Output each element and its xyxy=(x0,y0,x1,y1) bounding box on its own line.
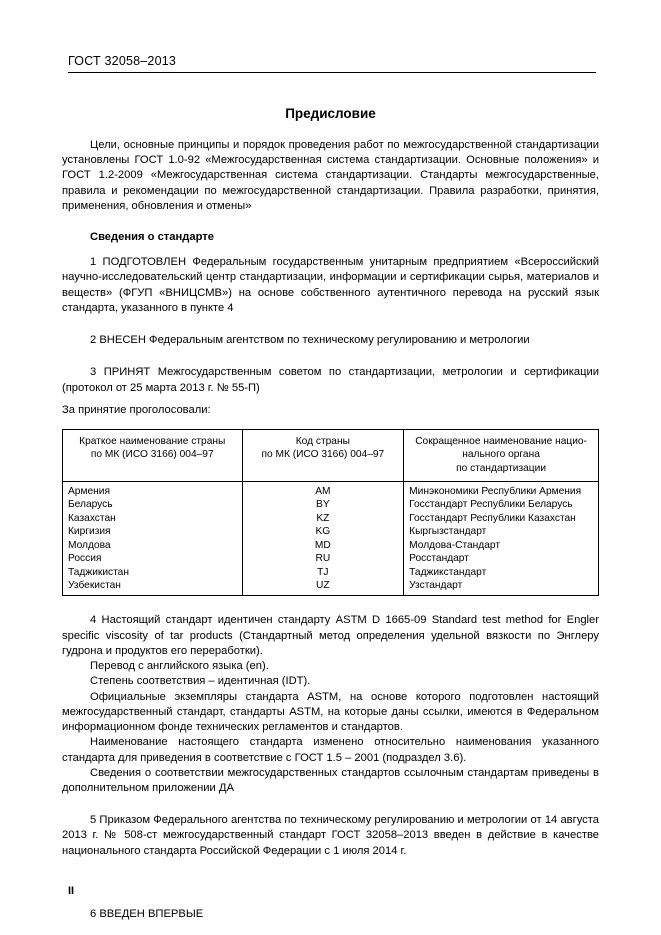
about-item-1: 1 ПОДГОТОВЛЕН Федеральным государственным унитарным предприятием «Всероссийский научно-исследовательский центр стандартизации, информации и сертификации сырья, материалов и веществ» (ФГУП «ВНИЦСМВ») на основе собственного аутентичного перевода на русский язык стандарта, указанного в пункте 4 xyxy=(62,256,599,314)
countries-table xyxy=(62,429,599,596)
table-row xyxy=(63,566,599,579)
body-item-6: 6 ВВЕДЕН ВПЕРВЫЕ xyxy=(90,907,204,920)
cell-body: Таджикстандарт xyxy=(404,566,599,579)
table-header-row xyxy=(63,430,599,482)
cell-country: Россия xyxy=(63,552,243,565)
body-copies: Официальные экземпляры стандарта ASTM, на основе которого подготовлен настоящий межгосударственный стандарт, стандарты ASTM, на которые даны ссылки, имеются в Федеральном информационном фонде технических регламентов и стандартов. xyxy=(62,690,599,734)
cell-code: BY xyxy=(242,498,404,511)
cell-code: KZ xyxy=(242,512,404,525)
cell-body: Госстандарт Республики Казахстан xyxy=(404,512,599,525)
vote-intro: За принятие проголосовали: xyxy=(62,403,211,416)
body-translation: Перевод с английского языка (en). xyxy=(90,660,269,673)
cell-country: Армения xyxy=(63,481,243,498)
cell-body: Узстандарт xyxy=(404,579,599,596)
cell-country: Беларусь xyxy=(63,498,243,511)
cell-body: Росстандарт xyxy=(404,552,599,565)
cell-code: UZ xyxy=(242,579,404,596)
table-row xyxy=(63,552,599,565)
page-title: Предисловие xyxy=(285,106,376,121)
table-row xyxy=(63,539,599,552)
standard-number-header: ГОСТ 32058–2013 xyxy=(68,54,596,73)
cell-body: Кыргызстандарт xyxy=(404,525,599,538)
cell-code: TJ xyxy=(242,566,404,579)
table-row xyxy=(63,481,599,498)
cell-country: Казахстан xyxy=(63,512,243,525)
cell-country: Киргизия xyxy=(63,525,243,538)
cell-body: Минэкономики Республики Армения xyxy=(404,481,599,498)
cell-country: Молдова xyxy=(63,539,243,552)
table-row xyxy=(63,512,599,525)
page-number: II xyxy=(68,885,75,897)
cell-country: Узбекистан xyxy=(63,579,243,596)
about-item-3: 3 ПРИНЯТ Межгосударственным советом по стандартизации, метрологии и сертификации (протокол от 25 марта 2013 г. № 55-П) xyxy=(62,366,599,394)
cell-body: Молдова-Стандарт xyxy=(404,539,599,552)
cell-code: KG xyxy=(242,525,404,538)
cell-body: Госстандарт Республики Беларусь xyxy=(404,498,599,511)
body-naming: Наименование настоящего стандарта изменено относительно наименования указанного стандарта для приведения в соответствие с ГОСТ 1.5 – 2001 (подраздел 3.6). xyxy=(62,736,599,764)
cell-code: MD xyxy=(242,539,404,552)
cell-code: RU xyxy=(242,552,404,565)
table-row xyxy=(63,579,599,596)
body-item-5: 5 Приказом Федерального агентства по техническому регулированию и метрологии от 14 августа 2013 г. № 508-ст межгосударственный стандарт ГОСТ 32058–2013 введен в действие в качестве национального стандарта Российской Федерации с 1 июля 2014 г. xyxy=(62,814,599,857)
about-item-2: 2 ВНЕСЕН Федеральным агентством по техническому регулированию и метрологии xyxy=(90,334,530,347)
about-heading: Сведения о стандарте xyxy=(90,231,214,244)
table-header-body: Сокращенное наименование нацио- нального органа по стандартизации xyxy=(404,430,599,482)
table-header-code: Код страны по МК (ИСО 3166) 004–97 xyxy=(242,430,404,482)
body-appendix: Сведения о соответствии межгосударственных стандартов ссылочным стандартам приведены в дополнительном приложении ДА xyxy=(62,766,599,794)
cell-code: AM xyxy=(242,481,404,498)
intro-paragraph: Цели, основные принципы и порядок проведения работ по межгосударственной стандартизации установлены ГОСТ 1.0-92 «Межгосударственная система стандартизации. Основные положения» и ГОСТ 1.2-2009 «Межгосударственная система стандартизации. Стандарты межгосударственные, правила и рекомендации по межгосударственной стандартизации. Правила разработки, принятия, применения, обновления и отмены» xyxy=(62,139,599,212)
table-row xyxy=(63,525,599,538)
cell-country: Таджикистан xyxy=(63,566,243,579)
table-header-country: Краткое наименование страны по МК (ИСО 3166) 004–97 xyxy=(63,430,243,482)
body-item-4: 4 Настоящий стандарт идентичен стандарту ASTM D 1665-09 Standard test method for Engler specific viscosity of tar products (Стандартный метод определения удельной вязкости по Энглеру гудрона и продуктов его переработки). xyxy=(62,614,599,657)
table-row xyxy=(63,498,599,511)
body-conformity: Степень соответствия – идентичная (IDT). xyxy=(90,675,311,688)
